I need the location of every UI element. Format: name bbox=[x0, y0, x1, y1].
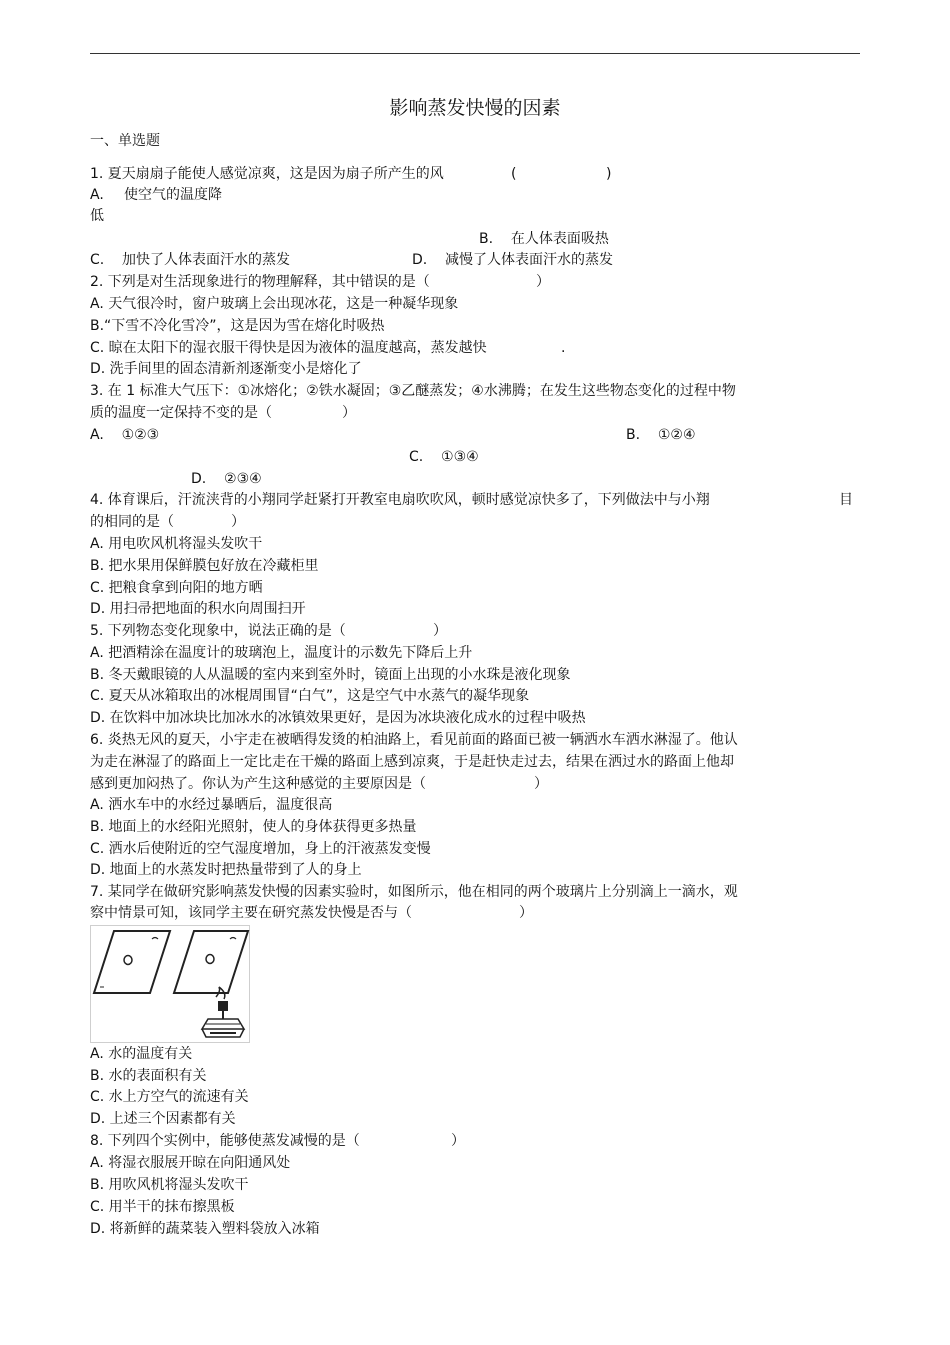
q4-stem-line-2: 的相同的是（ bbox=[90, 514, 174, 530]
q7-stem-line-2: 察中情景可知，该同学主要在研究蒸发快慢是否与（ bbox=[90, 905, 412, 921]
q5-paren-close: ） bbox=[433, 623, 447, 639]
q3-stem-line-1: 3. 在 1 标准大气压下：①冰熔化；②铁水凝固；③乙醚蒸发；④水沸腾；在发生这些物态变化的过程中物 bbox=[90, 383, 736, 399]
q3-option-c: C. ①③④ bbox=[409, 449, 479, 465]
q2-option-c-dot: . bbox=[561, 340, 566, 356]
q8-option-c: C. 用半干的抹布擦黑板 bbox=[90, 1199, 235, 1215]
section-heading: 一、单选题 bbox=[90, 133, 160, 149]
q6-stem-line-1: 6. 炎热无风的夏天，小宇走在被晒得发烫的柏油路上，看见前面的路面已被一辆洒水车洒水淋湿了。他认 bbox=[90, 732, 738, 748]
q5-option-a: A. 把酒精涂在温度计的玻璃泡上，温度计的示数先下降后上升 bbox=[90, 645, 473, 661]
q6-stem-line-3: 感到更加闷热了。你认为产生这种感觉的主要原因是（ bbox=[90, 776, 426, 792]
q5-option-c: C. 夏天从冰箱取出的冰棍周围冒“白气”，这是空气中水蒸气的凝华现象 bbox=[90, 688, 530, 704]
q3-paren-close: ） bbox=[342, 405, 356, 421]
q8-paren-close: ） bbox=[451, 1133, 465, 1149]
q7-stem-line-1: 7. 某同学在做研究影响蒸发快慢的因素实验时，如图所示，他在相同的两个玻璃片上分别滴上一滴水，观 bbox=[90, 884, 738, 900]
q3-stem-line-2: 质的温度一定保持不变的是（ bbox=[90, 405, 272, 421]
water-drop-right bbox=[206, 955, 214, 964]
q3-option-a: A. ①②③ bbox=[90, 427, 160, 443]
q7-option-a: A. 水的温度有关 bbox=[90, 1046, 193, 1062]
q7-option-b: B. 水的表面积有关 bbox=[90, 1068, 207, 1084]
q3-option-d: D. ②③④ bbox=[191, 471, 262, 487]
q1-option-d: D. 减慢了人体表面汗水的蒸发 bbox=[412, 252, 614, 268]
q1-option-c: C. 加快了人体表面汗水的蒸发 bbox=[90, 252, 291, 268]
q6-option-c: C. 洒水后使附近的空气湿度增加，身上的汗液蒸发变慢 bbox=[90, 841, 431, 857]
q4-stem-line-1-end: 目 bbox=[839, 492, 853, 508]
q2-option-d: D. 洗手间里的固态清新剂逐渐变小是熔化了 bbox=[90, 361, 362, 377]
q6-option-a: A. 洒水车中的水经过暴晒后，温度很高 bbox=[90, 797, 333, 813]
q2-stem: 2. 下列是对生活现象进行的物理解释，其中错误的是（ bbox=[90, 274, 430, 290]
q8-stem: 8. 下列四个实例中，能够使蒸发减慢的是（ bbox=[90, 1133, 360, 1149]
q1-paren-close: ) bbox=[606, 166, 612, 182]
q8-option-a: A. 将湿衣服展开晾在向阳通风处 bbox=[90, 1155, 291, 1171]
q5-option-b: B. 冬天戴眼镜的人从温暖的室内来到室外时，镜面上出现的小水珠是液化现象 bbox=[90, 667, 571, 683]
q8-option-d: D. 将新鲜的蔬菜装入塑料袋放入冰箱 bbox=[90, 1221, 320, 1237]
q6-option-b: B. 地面上的水经阳光照射，使人的身体获得更多热量 bbox=[90, 819, 417, 835]
q4-option-d: D. 用扫帚把地面的积水向周围扫开 bbox=[90, 601, 306, 617]
q2-option-a: A. 天气很冷时，窗户玻璃上会出现冰花，这是一种凝华现象 bbox=[90, 296, 459, 312]
page-title: 影响蒸发快慢的因素 bbox=[389, 97, 561, 119]
q1-option-a-text: 使空气的温度降 bbox=[124, 187, 222, 203]
q1-option-b: B. 在人体表面吸热 bbox=[479, 231, 609, 247]
q4-paren-close: ） bbox=[231, 514, 245, 530]
water-drop-left bbox=[124, 956, 132, 965]
q1-paren-open: ( bbox=[511, 166, 517, 182]
q4-option-c: C. 把粮食拿到向阳的地方晒 bbox=[90, 580, 263, 596]
q7-paren-close: ） bbox=[519, 905, 533, 921]
q5-stem: 5. 下列物态变化现象中，说法正确的是（ bbox=[90, 623, 346, 639]
q2-paren-close: ） bbox=[536, 274, 550, 290]
q1-option-a-label: A. bbox=[90, 187, 104, 203]
q1-option-a-text-cont: 低 bbox=[90, 208, 104, 224]
q6-paren-close: ） bbox=[534, 776, 548, 792]
glass-plate-right bbox=[174, 931, 248, 993]
q4-option-b: B. 把水果用保鲜膜包好放在冷藏柜里 bbox=[90, 558, 319, 574]
q7-option-c: C. 水上方空气的流速有关 bbox=[90, 1089, 249, 1105]
q3-option-b: B. ①②④ bbox=[626, 427, 696, 443]
q2-option-c: C. 晾在太阳下的湿衣服干得快是因为液体的温度越高，蒸发越快 bbox=[90, 340, 487, 356]
q4-option-a: A. 用电吹风机将湿头发吹干 bbox=[90, 536, 263, 552]
q5-option-d: D. 在饮料中加冰块比加冰水的冰镇效果更好，是因为冰块液化成水的过程中吸热 bbox=[90, 710, 586, 726]
alcohol-lamp-icon bbox=[202, 987, 244, 1037]
q8-option-b: B. 用吹风机将湿头发吹干 bbox=[90, 1177, 249, 1193]
header-rule bbox=[90, 53, 860, 54]
q6-stem-line-2: 为走在淋湿了的路面上一定比走在干燥的路面上感到凉爽，于是赶快走过去，结果在洒过水的路面上他却 bbox=[90, 754, 734, 770]
experiment-figure bbox=[90, 925, 250, 1043]
q6-option-d: D. 地面上的水蒸发时把热量带到了人的身上 bbox=[90, 862, 362, 878]
q7-option-d: D. 上述三个因素都有关 bbox=[90, 1111, 236, 1127]
q1-stem: 1. 夏天扇扇子能使人感觉凉爽，这是因为扇子所产生的风 bbox=[90, 166, 444, 182]
q4-stem-line-1: 4. 体育课后，汗流浃背的小翔同学赶紧打开教室电扇吹吹风，顿时感觉凉快多了，下列做法中与小翔 bbox=[90, 492, 710, 508]
q2-option-b: B.“下雪不冷化雪冷”，这是因为雪在熔化时吸热 bbox=[90, 318, 385, 334]
